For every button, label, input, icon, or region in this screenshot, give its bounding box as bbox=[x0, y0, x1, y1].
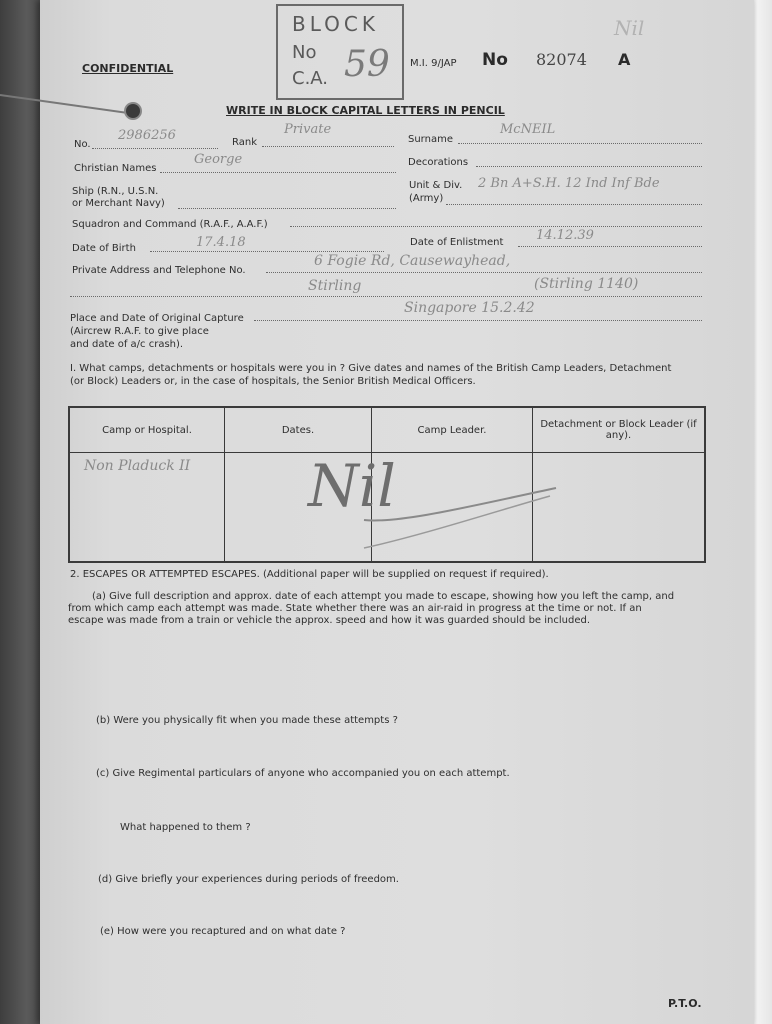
rank-value: Private bbox=[284, 122, 332, 137]
ship-label: Ship (R.N., U.S.N. bbox=[72, 186, 159, 197]
capture-label-2: (Aircrew R.A.F. to give place bbox=[70, 326, 209, 337]
unit-value: 2 Bn A+S.H. 12 Ind Inf Bde bbox=[478, 176, 660, 191]
surname-label: Surname bbox=[408, 134, 453, 145]
col-detachment-leader: Detachment or Block Leader (if any). bbox=[533, 407, 706, 453]
section2-a-line3: escape was made from a train or vehicle the approx. speed and how it was guarded should be included. bbox=[68, 615, 591, 626]
punch-hole bbox=[124, 102, 142, 120]
stamp-block-text: BLOCK bbox=[292, 12, 379, 36]
ref-code: M.I. 9/JAP bbox=[410, 58, 457, 69]
enlistment-label: Date of Enlistment bbox=[410, 237, 504, 248]
unit-label-2: (Army) bbox=[409, 193, 444, 204]
stamp-no-text: No bbox=[292, 42, 317, 63]
serial-number: 82074 bbox=[536, 50, 587, 69]
section2-b: (b) Were you physically fit when you made these attempts ? bbox=[96, 715, 398, 726]
confidential-label: CONFIDENTIAL bbox=[82, 62, 174, 75]
section1-question-2: (or Block) Leaders or, in the case of hospitals, the Senior British Medical Officers. bbox=[70, 376, 476, 387]
no-field-label: No. bbox=[74, 139, 91, 150]
nil-stroke bbox=[360, 484, 560, 554]
no-label: No bbox=[482, 50, 508, 70]
squadron-label: Squadron and Command (R.A.F., A.A.F.) bbox=[72, 219, 268, 230]
section2-a: (a) Give full description and approx. date of each attempt you made to escape, showing how you left the camp, and bbox=[92, 591, 675, 602]
address-label: Private Address and Telephone No. bbox=[72, 265, 246, 276]
dob-value: 17.4.18 bbox=[196, 235, 246, 250]
stamp-ca-text: C.A. bbox=[292, 68, 329, 89]
col-dates: Dates. bbox=[225, 407, 372, 453]
ship-label-2: or Merchant Navy) bbox=[72, 198, 165, 209]
section2-a-line2: from which camp each attempt was made. State whether there was an air-raid in progress at the time or not. If an bbox=[68, 603, 642, 614]
block-stamp bbox=[276, 4, 404, 100]
capture-label-3: and date of a/c crash). bbox=[70, 339, 184, 350]
instruction-heading: WRITE IN BLOCK CAPITAL LETTERS IN PENCIL bbox=[226, 104, 505, 117]
capture-value: Singapore 15.2.42 bbox=[404, 300, 535, 316]
camp-entry: Non Pladuck II bbox=[84, 458, 191, 474]
section1-question: I. What camps, detachments or hospitals were you in ? Give dates and names of the British Camp Leaders, Detachment bbox=[70, 363, 672, 374]
christian-names-value: George bbox=[194, 152, 243, 167]
decorations-label: Decorations bbox=[408, 157, 469, 168]
pto-label: P.T.O. bbox=[668, 997, 702, 1010]
section2-title: 2. ESCAPES OR ATTEMPTED ESCAPES. (Additional paper will be supplied on request if required). bbox=[70, 569, 549, 580]
unit-label: Unit & Div. bbox=[409, 180, 463, 191]
serial-suffix: A bbox=[618, 50, 631, 69]
section2-c2: What happened to them ? bbox=[120, 822, 251, 833]
address-line-3: (Stirling 1140) bbox=[534, 276, 639, 292]
stamp-number: 59 bbox=[344, 44, 390, 85]
corner-nil-note: Nil bbox=[614, 16, 645, 40]
no-field-value: 2986256 bbox=[118, 128, 176, 143]
surname-value: McNEIL bbox=[500, 122, 556, 137]
section2-c: (c) Give Regimental particulars of anyone who accompanied you on each attempt. bbox=[96, 768, 510, 779]
nil-entry: Nil bbox=[308, 452, 396, 520]
christian-names-label: Christian Names bbox=[74, 163, 157, 174]
dob-label: Date of Birth bbox=[72, 243, 136, 254]
enlistment-value: 14.12.39 bbox=[536, 228, 594, 243]
section2-e: (e) How were you recaptured and on what date ? bbox=[100, 926, 346, 937]
col-camp-leader: Camp Leader. bbox=[372, 407, 533, 453]
address-line-2: Stirling bbox=[308, 278, 362, 294]
section2-d: (d) Give briefly your experiences during periods of freedom. bbox=[98, 874, 399, 885]
capture-label: Place and Date of Original Capture bbox=[70, 313, 244, 324]
col-camp-or-hospital: Camp or Hospital. bbox=[69, 407, 225, 453]
rank-label: Rank bbox=[232, 137, 257, 148]
address-line-1: 6 Fogie Rd, Causewayhead, bbox=[314, 253, 511, 269]
